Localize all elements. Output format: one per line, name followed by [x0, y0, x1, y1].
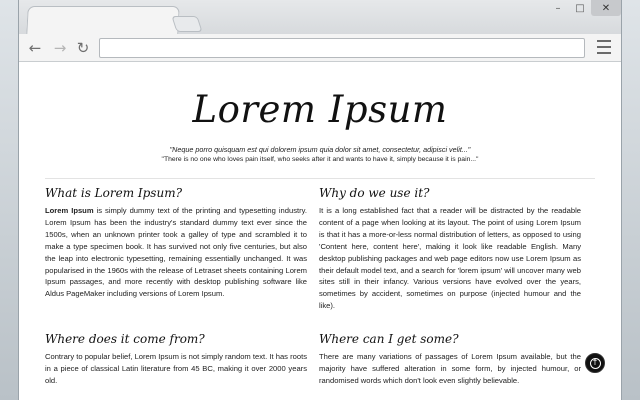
section-heading: Where can I get some?	[319, 332, 459, 346]
bold-lead: Lorem Ipsum	[45, 206, 94, 215]
section-body	[45, 205, 307, 300]
minimize-icon[interactable]: –	[555, 2, 561, 14]
section-body: Contrary to popular belief, Lorem Ipsum is not simply random text. It has roots in a piece of classical Latin literature from 45 BC, making it over 2000 years old.	[45, 352, 307, 385]
section-body: It is a long established fact that a reader will be distracted by the readable content of a page when looking at its layout. The point of using Lorem Ipsum is that it has a more-or-less normal distribution of letters, as opposed to using 'Content here, content here', making it look like readable English. Many desktop publishing packages and web page editors now use Lorem Ipsum as their default model text, and a search for 'lorem ipsum' will uncover many web sites still in their infancy. Various versions have evolved over the years, sometimes by accident, sometimes on purpose (injected humour and the like).	[319, 206, 581, 311]
page-title: Lorem Ipsum	[192, 88, 448, 131]
reload-icon[interactable]: ↻	[76, 39, 90, 57]
hamburger-menu-icon[interactable]	[597, 40, 611, 54]
section-text: is simply dummy text of the printing and typesetting industry. Lorem Ipsum has been the industry's standard dummy text ever since the 1500s, when an unknown printer took a galley of type and scrambled it to make a type specimen book. It has survived not only five centuries, but also the leap into electronic typesetting, remaining essentially unchanged. It was popularised in the 1960s with the release of Letraset sheets containing Lorem Ipsum passages, and more recently with desktop publishing software like Aldus PageMaker including versions of Lorem Ipsum.	[45, 206, 308, 299]
section-why	[319, 186, 581, 312]
arrow-up-circle-icon: ↑	[590, 358, 601, 369]
close-icon[interactable]: ✕	[591, 0, 621, 16]
maximize-icon[interactable]: □	[575, 2, 585, 14]
section-where-from	[45, 332, 307, 387]
section-heading: Why do we use it?	[319, 186, 430, 200]
back-arrow-icon[interactable]: ←	[28, 39, 42, 57]
browser-window	[18, 0, 622, 400]
page-content	[19, 62, 621, 400]
section-what	[45, 186, 307, 300]
latin-quote: "Neque porro quisquam est qui dolorem ipsum quia dolor sit amet, consectetur, adipisci velit..."	[169, 145, 471, 154]
browser-toolbar	[19, 34, 621, 62]
header-divider	[45, 178, 595, 179]
section-where-get	[319, 332, 581, 387]
section-body: There are many variations of passages of Lorem Ipsum available, but the majority have suffered alteration in some form, by injected humour, or randomised words which don't look even slightly believable.	[319, 352, 581, 385]
quote-translation: "There is no one who loves pain itself, who seeks after it and wants to have it, simply because it is pain..."	[161, 156, 479, 163]
active-tab[interactable]	[26, 6, 180, 35]
forward-arrow-icon[interactable]: →	[53, 39, 67, 57]
section-heading: Where does it come from?	[45, 332, 205, 346]
scroll-to-top-button[interactable]	[585, 353, 605, 373]
tab-strip	[19, 0, 621, 34]
new-tab-button[interactable]	[171, 16, 202, 32]
section-heading: What is Lorem Ipsum?	[45, 186, 183, 200]
address-bar[interactable]	[99, 38, 585, 58]
window-controls	[547, 0, 621, 16]
